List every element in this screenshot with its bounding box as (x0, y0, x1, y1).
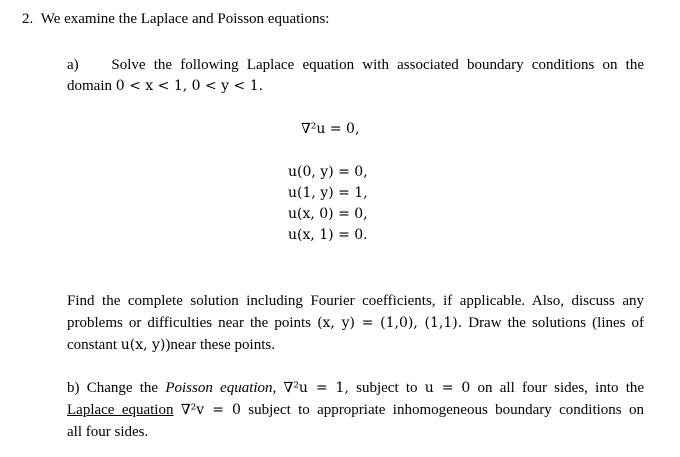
part-a-find-paragraph (67, 290, 644, 356)
find-line3: constant u(x, y))near these points. (67, 337, 275, 353)
part-b-line1: b) Change the Poisson equation, ∇²u = 1, subject to u = 0 on all four sides, into the (67, 380, 645, 396)
question-number: 2. (22, 11, 34, 27)
domain-math: 0 < x < 1, 0 < y < 1. (115, 78, 264, 94)
part-a-label: a) (67, 57, 79, 73)
part-b-line3: all four sides. (67, 424, 149, 440)
u-xy-math: u(x, y) (120, 337, 166, 353)
boundary-condition-1: u(0, y) = 0, (288, 164, 368, 180)
poisson-math: ∇²u = 1, (283, 380, 349, 396)
part-a-statement (67, 55, 644, 97)
laplace-v-math: ∇²v = 0 (180, 402, 241, 418)
question-header (22, 11, 329, 28)
part-b-line2: Laplace equation ∇²v = 0 subject to appropriate inhomogeneous boundary conditions on (67, 402, 645, 418)
poisson-label: Poisson equation, (165, 380, 277, 396)
boundary-condition-4: u(x, 1) = 0. (288, 227, 368, 243)
find-line1: Find the complete solution including Fourier coefficients, if applicable. Also, discuss any (67, 293, 644, 309)
points-math: (x, y) = (1,0), (1,1). (317, 315, 463, 331)
find-line2: problems or difficulties near the points (x, y) = (1,0), (1,1). Draw the solutions (lines of (67, 315, 645, 331)
part-a-line1: a) Solve the following Laplace equation with associated boundary conditions on the (67, 57, 644, 73)
laplace-equation-link: Laplace equation (67, 402, 174, 418)
boundary-condition-2: u(1, y) = 1, (288, 185, 368, 201)
part-b-statement (67, 377, 644, 443)
boundary-condition-3: u(x, 0) = 0, (288, 206, 368, 222)
part-a-line2: domain 0 < x < 1, 0 < y < 1. (67, 78, 264, 94)
laplace-equation: ∇²u = 0, (301, 121, 360, 137)
question-intro: We examine the Laplace and Poisson equations: (40, 11, 330, 27)
u-zero-math: u = 0 (424, 380, 471, 396)
